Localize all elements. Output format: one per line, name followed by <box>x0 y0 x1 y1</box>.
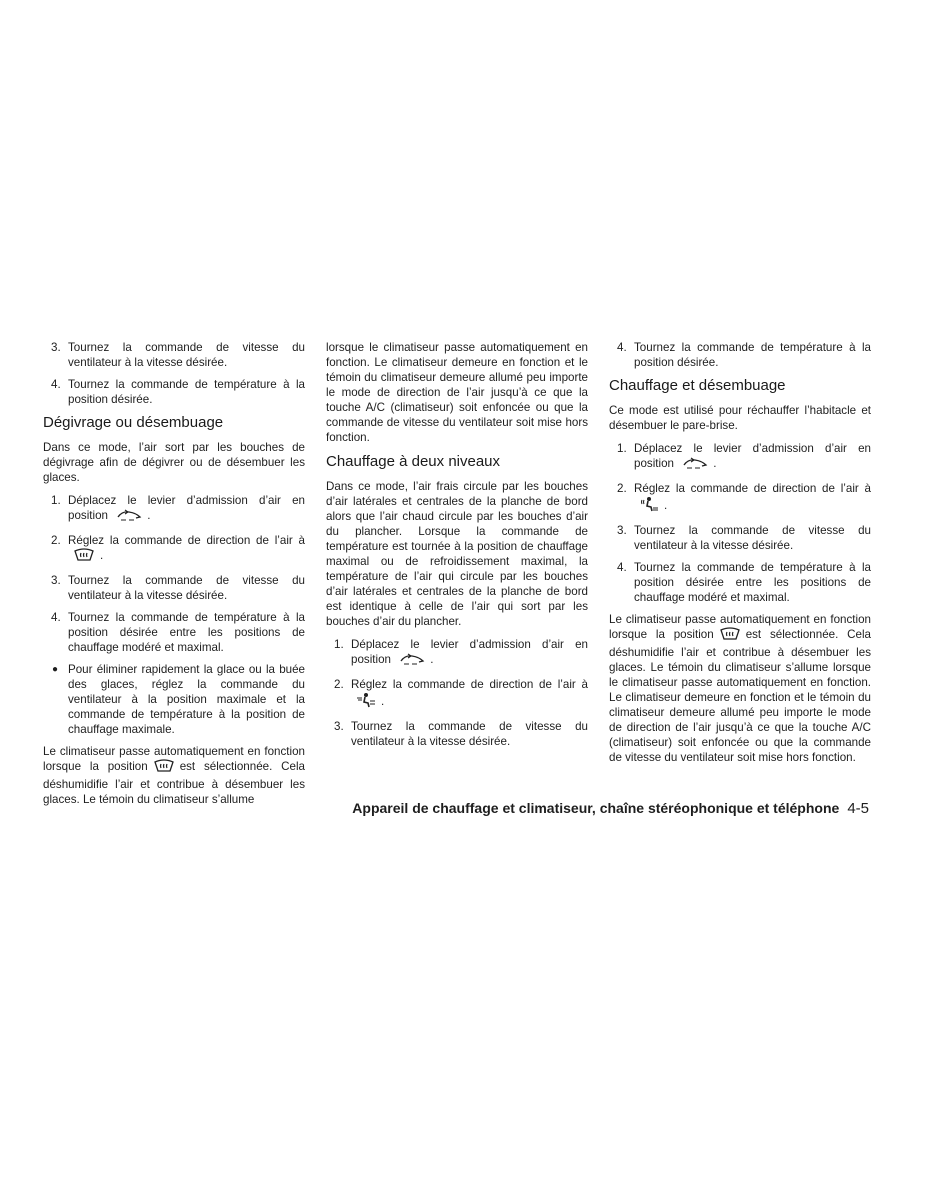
item-number: 2. <box>617 482 627 495</box>
page-footer <box>352 800 869 817</box>
punctuation: . <box>713 457 717 470</box>
paragraph: lorsque le climatiseur passe automatiquement en fonction. Le climatiseur demeure en fonction et le témoin du climatiseur demeure allumé peu importe le mode de direction de l’air jusqu’à ce que la touche A/C (climatiseur) soit enfoncée ou que la commande de vitesse du ventilateur soit mise hors fonction. <box>326 341 588 444</box>
item-text: Tournez la commande de vitesse du ventilateur à la vitesse désirée. <box>351 720 588 748</box>
item-number: 4. <box>617 561 627 574</box>
item-text: Tournez la commande de température à la position désirée. <box>68 378 305 406</box>
item-text: Tournez la commande de vitesse du ventilateur à la vitesse désirée. <box>68 574 305 602</box>
column-middle <box>326 340 588 756</box>
list-item <box>609 560 871 605</box>
section-heading: Dégivrage ou désembuage <box>43 414 224 431</box>
punctuation: . <box>664 499 668 512</box>
bilevel-vent-icon <box>356 692 376 712</box>
outside-air-icon <box>682 456 708 474</box>
punctuation: . <box>381 695 385 708</box>
item-text: Déplacez le levier d’admission d’air en position <box>634 442 871 470</box>
list-item <box>326 637 588 670</box>
outside-air-icon <box>399 652 425 670</box>
floor-defrost-icon <box>639 496 659 516</box>
item-text: Déplacez le levier d’admission d’air en position <box>351 638 588 666</box>
footer-title: Appareil de chauffage et climatiseur, chaîne stéréophonique et téléphone <box>352 800 840 816</box>
paragraph-text: Le climatiseur passe automatiquement en fonction lorsque la position <box>43 745 305 773</box>
punctuation: . <box>430 653 434 666</box>
item-number: 2. <box>334 678 344 691</box>
item-text: Tournez la commande de température à la position désirée. <box>634 341 871 369</box>
defrost-icon <box>73 548 95 566</box>
item-text: Réglez la commande de direction de l’air à <box>68 534 305 547</box>
item-text: Tournez la commande de température à la position désirée entre les positions de chauffage modéré et maximal. <box>68 611 305 654</box>
defrost-icon <box>719 627 741 645</box>
page-number: 4-5 <box>847 800 869 817</box>
list-item <box>43 493 305 526</box>
item-text: Réglez la commande de direction de l’air à <box>634 482 871 495</box>
list-item <box>43 610 305 655</box>
item-number: 1. <box>51 494 61 507</box>
list-item <box>609 523 871 553</box>
defrost-icon <box>153 759 175 777</box>
list-item <box>609 481 871 516</box>
list-item <box>609 340 871 370</box>
section-heading: Chauffage et désembuage <box>609 377 786 394</box>
item-number: 4. <box>617 341 627 354</box>
paragraph: Ce mode est utilisé pour réchauffer l’habitacle et désembuer le pare-brise. <box>609 404 871 432</box>
column-right <box>609 340 871 773</box>
list-item <box>326 677 588 712</box>
paragraph-text: est sélectionnée. Cela déshumidifie l’air et contribue à désembuer les glaces. Le témoin du climatiseur s’allume lorsque le climatiseur passe automatiquement en fonction. Le climatiseur demeure en fonction et le témoin du climatiseur demeure allumé peu importe le mode de direction de l’air jusqu’à ce que la touche A/C (climatiseur) soit enfoncée ou que la commande de vitesse du ventilateur soit mise hors fonction. <box>609 628 871 764</box>
paragraph-text: est sélectionnée. Cela déshumidifie l’air et contribue à désembuer les glaces. Le témoin du climatiseur s’allume <box>43 760 305 806</box>
item-number: 3. <box>51 341 61 354</box>
list-item <box>43 377 305 407</box>
item-number: 1. <box>334 638 344 651</box>
item-number: 4. <box>51 611 61 624</box>
item-text: Tournez la commande de température à la position désirée entre les positions de chauffage modéré et maximal. <box>634 561 871 604</box>
column-left <box>43 340 305 815</box>
punctuation: . <box>147 509 151 522</box>
item-number: 4. <box>51 378 61 391</box>
list-item <box>43 340 305 370</box>
item-text: Déplacez le levier d’admission d’air en position <box>68 494 305 522</box>
item-number: 3. <box>617 524 627 537</box>
outside-air-icon <box>116 508 142 526</box>
item-text: Pour éliminer rapidement la glace ou la buée des glaces, réglez la commande du ventilateur à la position maximale et la commande de température à la position de chauffage maximale. <box>68 663 305 736</box>
paragraph <box>609 612 871 765</box>
paragraph: Dans ce mode, l’air sort par les bouches de dégivrage afin de dégivrer ou de désembuer les glaces. <box>43 441 305 484</box>
list-item <box>43 662 305 737</box>
paragraph-text: Le climatiseur passe automatiquement en fonction lorsque la position <box>609 613 871 641</box>
item-number: 2. <box>51 534 61 547</box>
punctuation: . <box>100 549 104 562</box>
bullet-icon: ● <box>52 664 59 675</box>
section-heading: Chauffage à deux niveaux <box>326 453 501 470</box>
item-number: 3. <box>334 720 344 733</box>
paragraph <box>43 744 305 807</box>
list-item <box>43 573 305 603</box>
item-number: 3. <box>51 574 61 587</box>
list-item <box>43 533 305 566</box>
paragraph: Dans ce mode, l’air frais circule par les bouches d’air latérales et centrales de la planche de bord alors que l’air chaud circule par les bouches d’air du plancher. Lorsque la commande de température est tournée à la position de chauffage maximal ou de refroidissement maximal, la température de l’air qui circule par les bouches d’air latérales et centrales de la planche de bord est identique à celle de l’air qui sort par les bouches d’air du plancher. <box>326 480 588 628</box>
item-text: Tournez la commande de vitesse du ventilateur à la vitesse désirée. <box>634 524 871 552</box>
list-item <box>326 719 588 749</box>
list-item <box>609 441 871 474</box>
item-text: Réglez la commande de direction de l’air à <box>351 678 588 691</box>
item-number: 1. <box>617 442 627 455</box>
item-text: Tournez la commande de vitesse du ventilateur à la vitesse désirée. <box>68 341 305 369</box>
